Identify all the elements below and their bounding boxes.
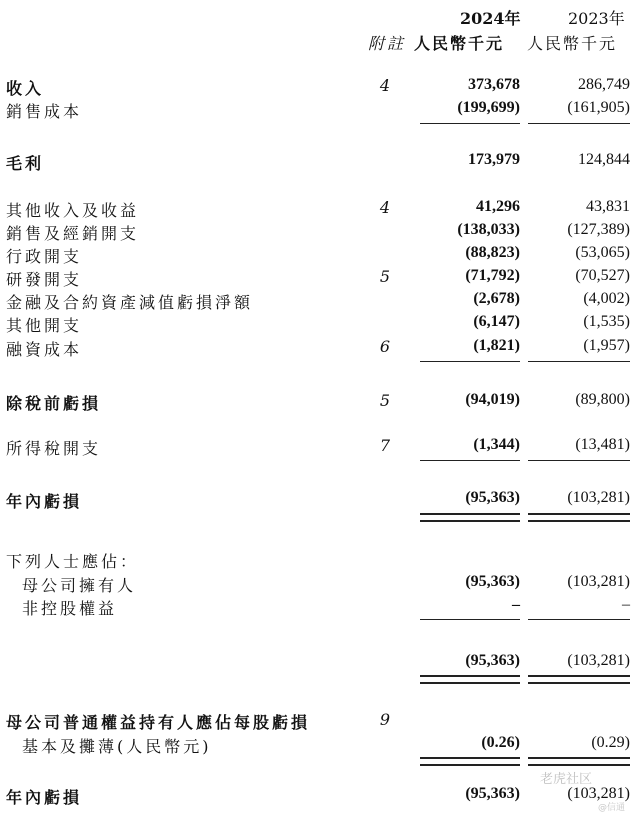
row-gross-profit (0, 151, 640, 175)
value-2023: (0.29) (591, 734, 630, 751)
value-2024: 173,979 (468, 151, 520, 168)
row-revenue (0, 76, 640, 100)
row-label: 金融及合約資產減值虧損淨額 (6, 293, 254, 312)
value-2024: (95,363) (465, 652, 520, 669)
row-note: 7 (379, 436, 391, 455)
row-label: 毛利 (6, 154, 45, 173)
row-eps-heading (0, 710, 640, 734)
row-label: 其他收入及收益 (6, 201, 140, 220)
subtotal-line-2024 (420, 619, 520, 620)
total-double-line-2023 (528, 513, 630, 522)
row-label: 銷售成本 (6, 102, 83, 121)
row-rnd-expenses (0, 267, 640, 291)
value-2024: (71,792) (465, 267, 520, 284)
row-owners-of-parent (0, 573, 640, 597)
row-loss-for-year-repeat (0, 785, 640, 809)
row-note: 9 (379, 710, 391, 729)
value-2024: (95,363) (465, 573, 520, 590)
row-label: 其他開支 (6, 316, 83, 335)
row-label: 非控股權益 (22, 599, 118, 618)
value-2023: (103,281) (567, 573, 630, 590)
value-2023: (161,905) (567, 99, 630, 116)
row-impairment-losses (0, 290, 640, 314)
value-2023: 43,831 (586, 198, 630, 215)
row-income-tax (0, 436, 640, 460)
subtotal-line-2024 (420, 123, 520, 124)
value-2024: (6,147) (473, 313, 520, 330)
value-2023: (53,065) (575, 244, 630, 261)
subtotal-line-2023 (528, 123, 630, 124)
row-label: 行政開支 (6, 247, 83, 266)
row-other-expenses (0, 313, 640, 337)
subtotal-line-2023 (528, 619, 630, 620)
subtotal-line-2023 (528, 460, 630, 461)
subtotal-line-2023 (528, 361, 630, 362)
row-selling-expenses (0, 221, 640, 245)
row-label: 融資成本 (6, 340, 83, 359)
row-note: 6 (379, 337, 391, 356)
value-2023: (103,281) (567, 652, 630, 669)
value-2023: 124,844 (578, 151, 630, 168)
value-2024: (138,033) (457, 221, 520, 238)
value-2023: (127,389) (567, 221, 630, 238)
row-note: 5 (379, 267, 391, 286)
header-year-prior: 2023年 (568, 9, 625, 28)
row-loss-before-tax (0, 391, 640, 415)
subtotal-line-2024 (420, 361, 520, 362)
row-label: 下列人士應佔： (6, 552, 140, 571)
header-year-current: 2024年 (460, 9, 521, 28)
value-2023: (70,527) (575, 267, 630, 284)
value-2023: (13,481) (575, 436, 630, 453)
row-loss-for-year (0, 489, 640, 513)
row-label: 基本及攤薄(人民幣元) (22, 737, 212, 756)
row-note: 5 (379, 391, 391, 410)
header-unit-prior: 人民幣千元 (527, 34, 618, 53)
value-2024: (1,821) (473, 337, 520, 354)
total-double-line-2024 (420, 513, 520, 522)
row-attributable-to (0, 549, 640, 573)
row-eps-basic-diluted (0, 734, 640, 758)
value-2023: (1,957) (583, 337, 630, 354)
value-2024: – (512, 596, 520, 613)
subtotal-line-2024 (420, 460, 520, 461)
row-label: 母公司普通權益持有人應佔每股虧損 (6, 713, 311, 732)
header-unit-current: 人民幣千元 (414, 34, 505, 53)
total-double-line-2024 (420, 757, 520, 766)
value-2024: (2,678) (473, 290, 520, 307)
row-note: 4 (379, 198, 391, 217)
value-2023: (89,800) (575, 391, 630, 408)
value-2024: (199,699) (457, 99, 520, 116)
value-2024: 373,678 (468, 76, 520, 93)
value-2023: (1,535) (583, 313, 630, 330)
row-label: 所得稅開支 (6, 439, 102, 458)
row-label: 銷售及經銷開支 (6, 224, 140, 243)
row-label: 年內虧損 (6, 492, 83, 511)
total-double-line-2023 (528, 757, 630, 766)
value-2024: (95,363) (465, 785, 520, 802)
value-2024: (0.26) (481, 734, 520, 751)
value-2024: (1,344) (473, 436, 520, 453)
value-2023: – (622, 596, 630, 613)
value-2024: (88,823) (465, 244, 520, 261)
row-other-income (0, 198, 640, 222)
value-2023: 286,749 (578, 76, 630, 93)
row-label: 除稅前虧損 (6, 394, 102, 413)
total-double-line-2024 (420, 675, 520, 684)
row-non-controlling (0, 596, 640, 620)
watermark-text: 老虎社区 (540, 772, 593, 787)
value-2024: (95,363) (465, 489, 520, 506)
row-label: 母公司擁有人 (22, 576, 137, 595)
row-attributable-total (0, 652, 640, 676)
row-label: 年內虧損 (6, 788, 83, 807)
total-double-line-2023 (528, 675, 630, 684)
row-note: 4 (379, 76, 391, 95)
value-2023: (103,281) (567, 489, 630, 506)
value-2024: 41,296 (476, 198, 520, 215)
value-2023: (4,002) (583, 290, 630, 307)
row-label: 收入 (6, 79, 45, 98)
row-finance-costs (0, 337, 640, 361)
row-label: 研發開支 (6, 270, 83, 289)
row-admin-expenses (0, 244, 640, 268)
value-2023: (103,281) (567, 785, 630, 802)
watermark-small: @信通 (598, 803, 626, 813)
row-cost-of-sales (0, 99, 640, 123)
value-2024: (94,019) (465, 391, 520, 408)
header-note-label: 附註 (368, 34, 407, 53)
